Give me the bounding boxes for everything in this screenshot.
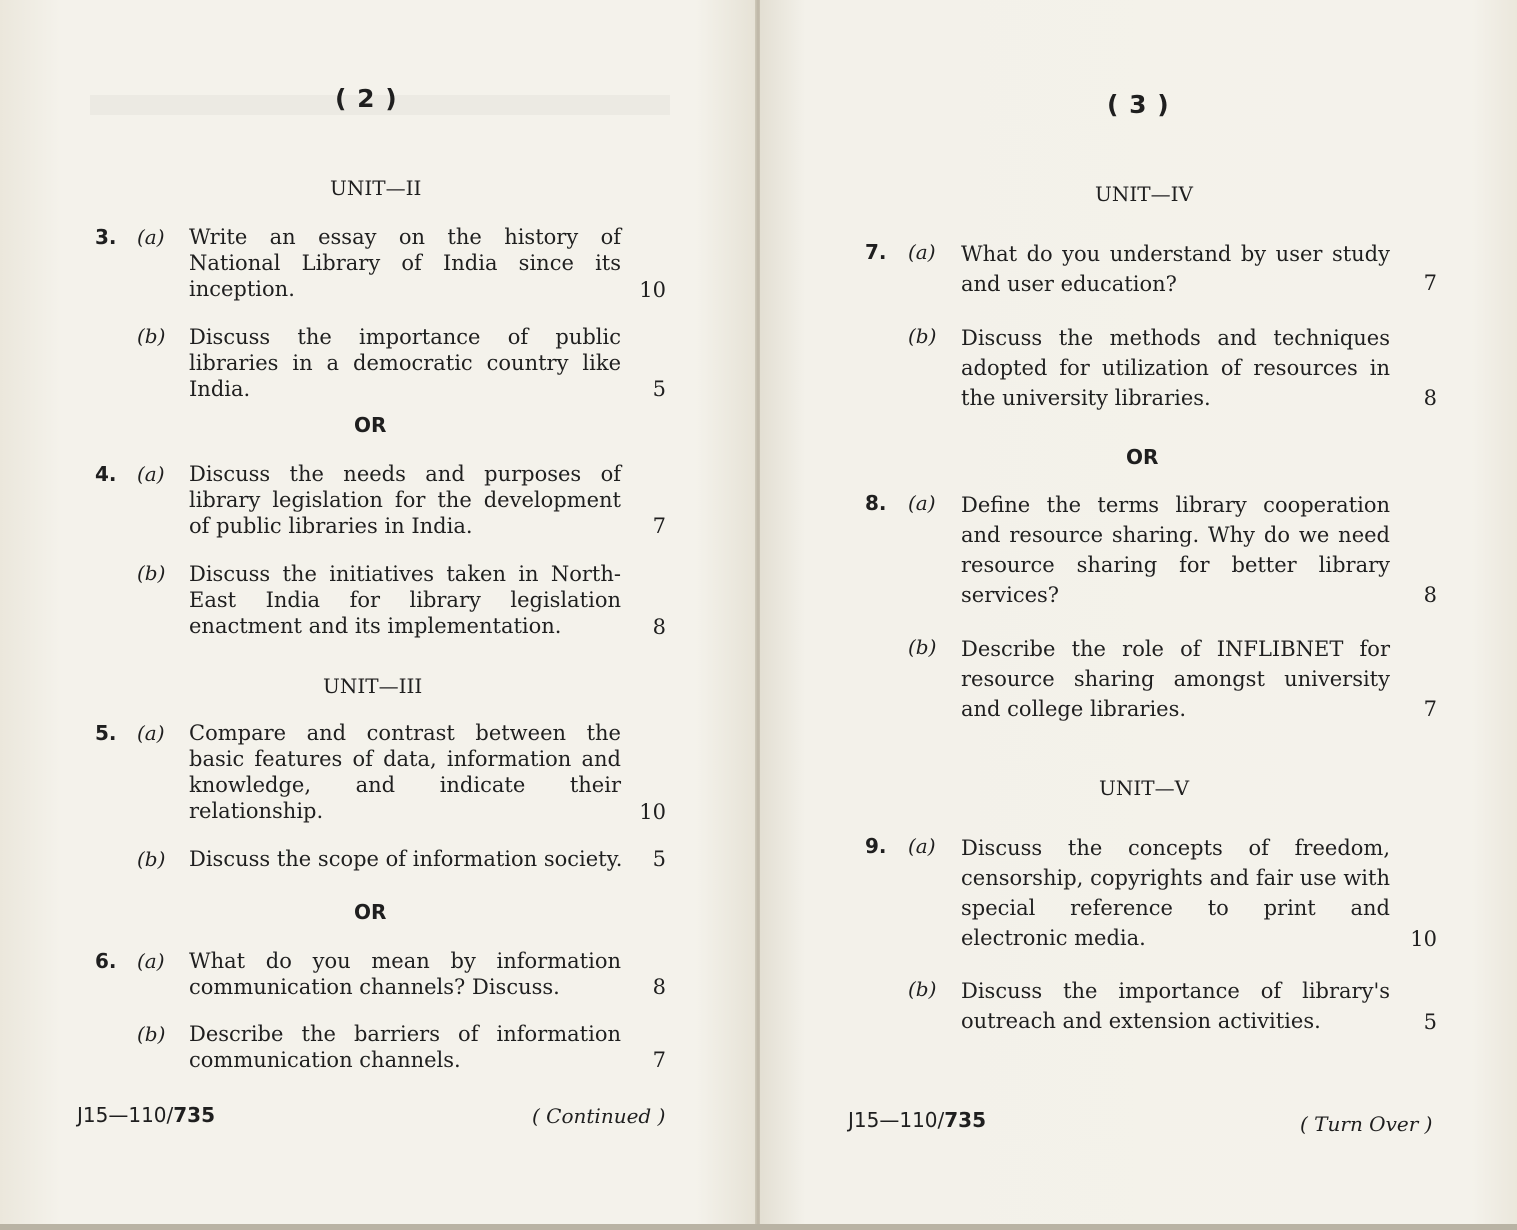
question-text: Describe the role of INFLIBNET for resource sharing amongst university and college libraries. <box>961 637 1390 721</box>
marks: 10 <box>639 278 666 302</box>
question-text: Discuss the importance of public libraries in a democratic country like India. <box>189 325 621 401</box>
subquestion-label: (b) <box>137 847 166 871</box>
subquestion-label: (b) <box>137 1022 166 1046</box>
marks: 7 <box>652 514 666 538</box>
subquestion-label: (b) <box>908 324 937 348</box>
question-text: Compare and contrast between the basic features of data, information and knowledge, and indicate their relationship. <box>189 721 621 823</box>
paper-code: J15—110/735 <box>77 1103 216 1127</box>
page-number: ( 3 ) <box>1107 90 1170 119</box>
marks: 5 <box>652 377 666 401</box>
marks: 10 <box>1410 927 1437 951</box>
subquestion-label: (a) <box>908 240 936 264</box>
subquestion-label: (a) <box>137 462 165 486</box>
question-number: 3. <box>95 225 117 249</box>
marks: 10 <box>639 800 666 824</box>
question-text: What do you understand by user study and user education? <box>961 242 1390 296</box>
subquestion-label: (a) <box>908 491 936 515</box>
marks: 7 <box>652 1048 666 1072</box>
question-text: Define the terms library cooperation and resource sharing. Why do we need resource sharing for better library services? <box>961 493 1390 607</box>
question-number: 7. <box>865 240 887 264</box>
question-number: 5. <box>95 721 117 745</box>
marks: 7 <box>1423 697 1437 721</box>
question-number: 6. <box>95 949 117 973</box>
subquestion-label: (b) <box>908 977 937 1001</box>
continued-note: ( Continued ) <box>532 1104 666 1128</box>
marks: 5 <box>652 847 666 871</box>
subquestion-label: (b) <box>908 635 937 659</box>
subquestion-label: (a) <box>137 721 165 745</box>
page-number: ( 2 ) <box>335 84 398 113</box>
question-text: Discuss the concepts of freedom, censorship, copyrights and fair use with special reference to print and electronic media. <box>961 836 1390 950</box>
subquestion-label: (a) <box>137 949 165 973</box>
page-bottom-edge <box>0 1224 1517 1230</box>
unit-heading: UNIT—V <box>1099 776 1190 800</box>
question-text: Discuss the needs and purposes of library legislation for the development of public libraries in India. <box>189 462 621 538</box>
subquestion-label: (b) <box>137 561 166 585</box>
marks: 7 <box>1423 271 1437 295</box>
question-text: Discuss the scope of information society. <box>189 847 623 871</box>
question-number: 4. <box>95 462 117 486</box>
marks: 8 <box>652 615 666 639</box>
question-text: Discuss the initiatives taken in North-East India for library legislation enactment and its implementation. <box>189 562 621 638</box>
unit-heading: UNIT—IV <box>1095 182 1193 206</box>
marks: 8 <box>1423 583 1437 607</box>
or-separator: OR <box>1126 445 1159 469</box>
marks: 5 <box>1423 1010 1437 1034</box>
marks: 8 <box>652 975 666 999</box>
subquestion-label: (a) <box>908 834 936 858</box>
question-text: Discuss the importance of library's outreach and extension activities. <box>961 979 1390 1033</box>
left-page <box>0 0 756 1230</box>
question-text: Discuss the methods and techniques adopted for utilization of resources in the university libraries. <box>961 326 1390 410</box>
subquestion-label: (a) <box>137 225 165 249</box>
unit-heading: UNIT—III <box>323 674 423 698</box>
question-number: 9. <box>865 834 887 858</box>
marks: 8 <box>1423 386 1437 410</box>
unit-heading: UNIT—II <box>330 176 422 200</box>
paper-code: J15—110/735 <box>848 1108 987 1132</box>
or-separator: OR <box>354 900 387 924</box>
subquestion-label: (b) <box>137 324 166 348</box>
question-text: What do you mean by information communication channels? Discuss. <box>189 949 621 999</box>
question-text: Write an essay on the history of National Library of India since its inception. <box>189 225 621 301</box>
right-page <box>760 0 1517 1230</box>
question-text: Describe the barriers of information communication channels. <box>189 1022 621 1072</box>
turn-over-note: ( Turn Over ) <box>1300 1112 1433 1136</box>
or-separator: OR <box>354 413 387 437</box>
question-number: 8. <box>865 491 887 515</box>
